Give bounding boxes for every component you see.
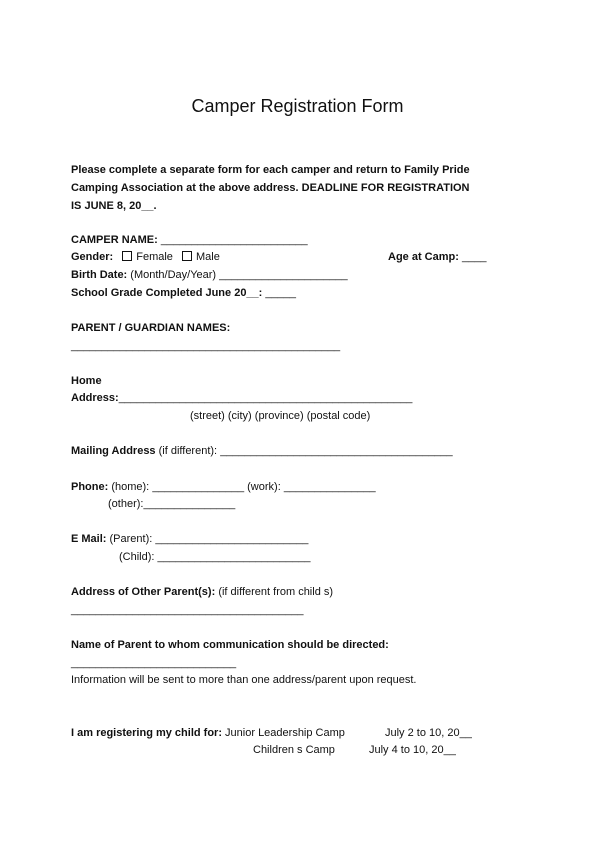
parent-names-label: PARENT / GUARDIAN NAMES: xyxy=(71,322,231,334)
other-parent-hint: (if different from child s) xyxy=(218,586,334,598)
email-parent-field[interactable]: _________________________ xyxy=(155,533,309,545)
birth-date-field[interactable]: _____________________ xyxy=(219,269,348,281)
age-label: Age at Camp: xyxy=(388,251,459,263)
age-field[interactable]: ____ xyxy=(461,251,487,263)
mailing-address-row xyxy=(71,444,453,458)
email-parent-label: (Parent): xyxy=(109,533,153,545)
home-address-row xyxy=(71,391,412,405)
male-checkbox[interactable] xyxy=(182,251,192,261)
home-address-field[interactable]: ________________________________________________ xyxy=(118,392,413,404)
school-grade-field[interactable]: _____ xyxy=(265,287,296,299)
other-parent-field[interactable]: ______________________________________ xyxy=(71,604,304,616)
camp-2-name: Children s Camp xyxy=(253,744,335,756)
communication-field[interactable]: ___________________________ xyxy=(71,657,237,669)
phone-row xyxy=(71,480,376,494)
phone-work-label: (work): xyxy=(247,481,281,493)
intro-line-3: IS JUNE 8, 20__. xyxy=(71,200,157,212)
intro-line-1: Please complete a separate form for each camper and return to Family Pride xyxy=(71,164,470,176)
phone-home-label: (home): xyxy=(111,481,150,493)
birth-date-label: Birth Date: xyxy=(71,269,128,281)
email-child-row xyxy=(119,550,310,564)
female-label: Female xyxy=(136,251,173,263)
communication-note: Information will be sent to more than one address/parent upon request. xyxy=(71,674,417,686)
school-grade-label: School Grade Completed June 20__: xyxy=(71,287,263,299)
home-address-hint: (street) (city) (province) (postal code) xyxy=(190,410,371,422)
gender-label: Gender: xyxy=(71,251,114,263)
email-label: E Mail: xyxy=(71,533,107,545)
phone-home-field[interactable]: _______________ xyxy=(152,481,245,493)
registration-label: I am registering my child for: xyxy=(71,727,222,739)
phone-other-row xyxy=(108,497,235,511)
other-parent-row xyxy=(71,585,333,599)
parent-names-field[interactable]: ____________________________________________ xyxy=(71,340,341,352)
home-label-line-1: Home xyxy=(71,375,102,387)
female-checkbox[interactable] xyxy=(122,251,132,261)
birth-date-row xyxy=(71,268,348,282)
phone-work-field[interactable]: _______________ xyxy=(283,481,376,493)
school-grade-row xyxy=(71,286,296,300)
home-label-line-2: Address: xyxy=(71,392,119,404)
male-label: Male xyxy=(196,251,220,263)
email-child-label: (Child): xyxy=(119,551,155,563)
intro-line-2: Camping Association at the above address. DEADLINE FOR REGISTRATION xyxy=(71,182,470,194)
camper-name-field[interactable]: ________________________ xyxy=(160,234,308,246)
email-parent-row xyxy=(71,532,308,546)
form-title: Camper Registration Form xyxy=(191,96,404,116)
gender-row xyxy=(71,250,220,264)
camper-name-label: CAMPER NAME: xyxy=(71,234,158,246)
communication-label: Name of Parent to whom communication should be directed: xyxy=(71,639,389,651)
phone-other-field[interactable]: _______________ xyxy=(143,498,236,510)
camper-name-row xyxy=(71,233,308,247)
camp-1-name: Junior Leadership Camp xyxy=(225,727,345,739)
camp-1-dates: July 2 to 10, 20__ xyxy=(385,727,472,739)
birth-date-hint: (Month/Day/Year) xyxy=(130,269,217,281)
camp-2-dates: July 4 to 10, 20__ xyxy=(369,744,456,756)
mailing-address-label: Mailing Address xyxy=(71,445,156,457)
mailing-address-field[interactable]: ______________________________________ xyxy=(220,445,453,457)
phone-other-label: (other): xyxy=(108,498,144,510)
age-row xyxy=(388,250,486,264)
phone-label: Phone: xyxy=(71,481,109,493)
mailing-address-hint: (if different): xyxy=(158,445,218,457)
email-child-field[interactable]: _________________________ xyxy=(157,551,311,563)
other-parent-label: Address of Other Parent(s): xyxy=(71,586,216,598)
registration-row-1 xyxy=(71,726,345,740)
